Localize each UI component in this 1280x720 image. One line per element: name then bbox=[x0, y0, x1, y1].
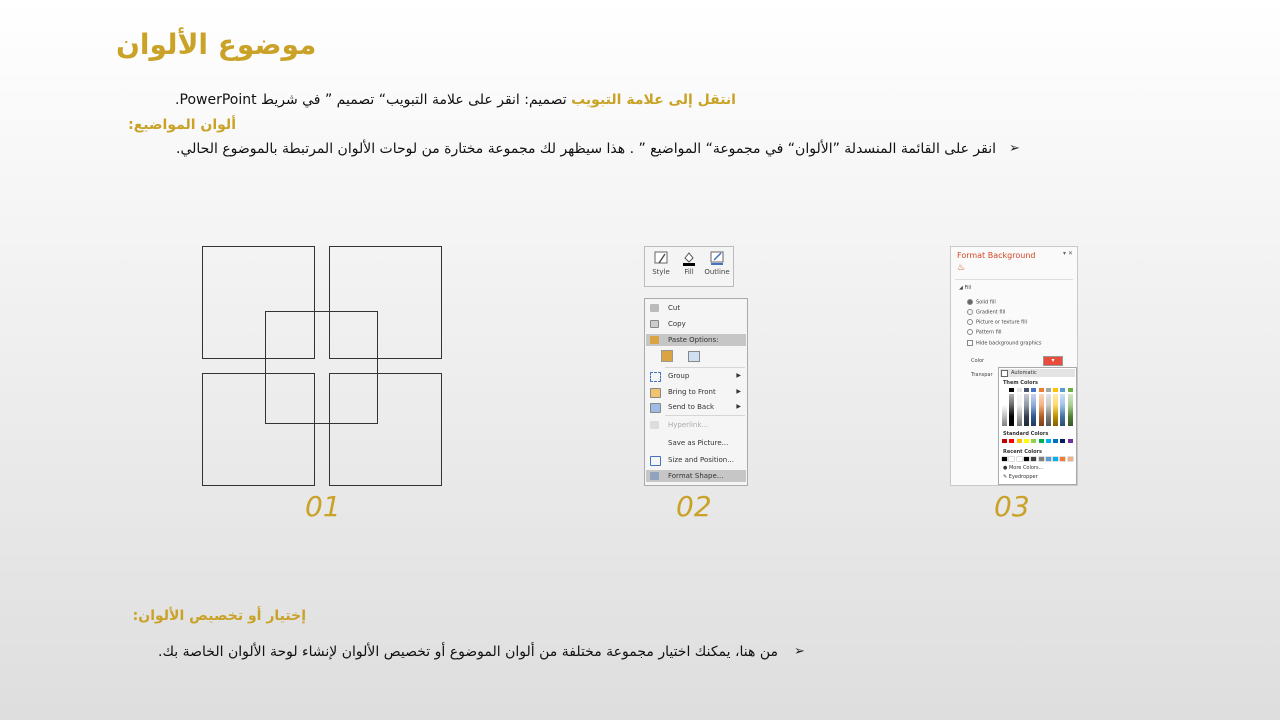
theme-shade-column[interactable] bbox=[1017, 394, 1022, 426]
recent-colors-label: Recent Colors bbox=[1003, 449, 1042, 455]
figure-label-01: 01 bbox=[305, 490, 341, 523]
theme-swatch[interactable] bbox=[1031, 388, 1036, 392]
link-icon bbox=[650, 421, 659, 429]
menu-label: Format Shape... bbox=[668, 472, 724, 480]
arrow-bullet-icon: ➢ bbox=[1009, 141, 1020, 156]
fill-bucket-icon[interactable]: ♨ bbox=[957, 263, 966, 273]
menu-label: Paste Options: bbox=[668, 336, 719, 344]
menu-item-send-to-back[interactable] bbox=[646, 401, 746, 413]
section2-bullet-text: من هنا، يمكنك اختيار مجموعة مختلفة من ألوان الموضوع أو تخصيص الألوان لإنشاء لوحة الألوان الخاصة بك. bbox=[158, 644, 778, 660]
theme-shade-column[interactable] bbox=[1053, 394, 1058, 426]
radio-label: Picture or texture fill bbox=[976, 319, 1028, 326]
menu-item-size-and-position[interactable] bbox=[646, 454, 746, 466]
bring-front-icon bbox=[650, 388, 661, 398]
theme-swatch[interactable] bbox=[1009, 388, 1014, 392]
transparency-label: Transpar bbox=[971, 372, 993, 378]
radio-label: Pattern fill bbox=[976, 329, 1002, 336]
section1-bullet-text: انقر على القائمة المنسدلة ”الألوان“ في مجموعة“ المواضيع ” . هذا سيظهر لك مجموعة مختارة من لوحات الألوان المرتبطة بالموضوع الحالي. bbox=[176, 141, 996, 157]
group-icon bbox=[650, 372, 661, 382]
standard-swatch[interactable] bbox=[1017, 439, 1022, 443]
recent-swatch[interactable] bbox=[1017, 457, 1022, 461]
paste-picture-icon[interactable] bbox=[688, 351, 700, 362]
standard-swatch[interactable] bbox=[1002, 439, 1007, 443]
outline-pen-icon bbox=[709, 250, 725, 266]
recent-swatch[interactable] bbox=[1002, 457, 1007, 461]
square-center bbox=[265, 311, 378, 424]
theme-shade-column[interactable] bbox=[1024, 394, 1029, 426]
menu-item-save-as-picture[interactable] bbox=[646, 437, 746, 449]
fill-label: Fill bbox=[684, 268, 694, 276]
standard-swatch[interactable] bbox=[1009, 439, 1014, 443]
menu-label: Hyperlink... bbox=[668, 421, 709, 429]
theme-shade-column[interactable] bbox=[1009, 394, 1014, 426]
picture-fill-radio[interactable] bbox=[967, 319, 1027, 326]
style-button[interactable] bbox=[647, 249, 675, 276]
theme-swatch[interactable] bbox=[1017, 388, 1022, 392]
menu-label: Group bbox=[668, 372, 690, 380]
menu-item-group[interactable] bbox=[646, 370, 746, 382]
menu-label: Cut bbox=[668, 304, 681, 312]
figure-label-02: 02 bbox=[676, 490, 712, 523]
clipboard-icon bbox=[650, 336, 659, 344]
theme-shade-column[interactable] bbox=[1039, 394, 1044, 426]
automatic-label: Automatic bbox=[1011, 370, 1037, 376]
fill-bucket-icon bbox=[681, 250, 697, 266]
close-icon[interactable]: ▾ ✕ bbox=[1063, 250, 1073, 257]
slide-title: موضوع الألوان bbox=[116, 28, 317, 61]
standard-swatch[interactable] bbox=[1031, 439, 1036, 443]
standard-swatch[interactable] bbox=[1046, 439, 1051, 443]
theme-swatch[interactable] bbox=[1002, 388, 1007, 392]
outline-button[interactable] bbox=[703, 249, 731, 276]
gradient-fill-radio[interactable] bbox=[967, 309, 1005, 316]
recent-swatch[interactable] bbox=[1046, 457, 1051, 461]
figure-label-03: 03 bbox=[994, 490, 1030, 523]
scissors-icon bbox=[650, 304, 659, 312]
fill-section-label: Fill bbox=[964, 285, 972, 291]
theme-shade-column[interactable] bbox=[1046, 394, 1051, 426]
section2-heading: إختيار أو تخصيص الألوان: bbox=[132, 608, 306, 624]
size-position-icon bbox=[650, 456, 661, 466]
standard-swatch[interactable] bbox=[1060, 439, 1065, 443]
recent-swatch[interactable] bbox=[1031, 457, 1036, 461]
theme-swatch[interactable] bbox=[1068, 388, 1073, 392]
menu-item-cut[interactable] bbox=[646, 302, 746, 314]
automatic-swatch bbox=[1001, 370, 1008, 377]
color-label: Color bbox=[971, 358, 985, 364]
theme-shade-column[interactable] bbox=[1002, 394, 1007, 426]
more-colors-label: More Colors... bbox=[1008, 465, 1044, 471]
menu-item-paste-options bbox=[646, 334, 746, 346]
eyedropper-option[interactable]: ✎ Eyedropper bbox=[1003, 474, 1038, 480]
menu-label: Copy bbox=[668, 320, 686, 328]
standard-swatch[interactable] bbox=[1024, 439, 1029, 443]
menu-item-format-shape[interactable] bbox=[646, 470, 746, 482]
standard-swatch[interactable] bbox=[1039, 439, 1044, 443]
menu-item-copy[interactable] bbox=[646, 318, 746, 330]
menu-label: Size and Position... bbox=[668, 456, 734, 464]
menu-item-hyperlink bbox=[646, 419, 746, 431]
more-colors-option[interactable]: ● More Colors... bbox=[1003, 465, 1044, 471]
menu-item-bring-to-front[interactable] bbox=[646, 386, 746, 398]
theme-swatch[interactable] bbox=[1060, 388, 1065, 392]
hide-graphics-checkbox[interactable] bbox=[967, 340, 1042, 347]
theme-colors-label: Them Colors bbox=[1003, 380, 1039, 386]
pane-title: Format Background bbox=[957, 251, 1036, 260]
theme-shade-column[interactable] bbox=[1031, 394, 1036, 426]
theme-shade-column[interactable] bbox=[1060, 394, 1065, 426]
radio-label: Gradient fill bbox=[976, 309, 1006, 316]
fill-section-header[interactable]: ◢ Fill bbox=[959, 285, 972, 291]
shape-format-ribbon bbox=[644, 246, 734, 287]
style-label: Style bbox=[652, 268, 670, 276]
checkbox-label: Hide background graphics bbox=[976, 340, 1042, 347]
recent-swatch[interactable] bbox=[1068, 457, 1073, 461]
standard-swatch[interactable] bbox=[1068, 439, 1073, 443]
context-menu bbox=[644, 298, 748, 486]
format-background-pane bbox=[950, 246, 1078, 486]
copy-icon bbox=[650, 320, 659, 328]
outline-label: Outline bbox=[704, 268, 730, 276]
submenu-arrow-icon: ▶ bbox=[736, 403, 741, 410]
standard-swatch[interactable] bbox=[1053, 439, 1058, 443]
theme-swatch[interactable] bbox=[1039, 388, 1044, 392]
intro-highlight: انتقل إلى علامة التبويب bbox=[571, 92, 736, 108]
recent-swatch[interactable] bbox=[1039, 457, 1044, 461]
arrow-bullet-icon: ➢ bbox=[794, 644, 805, 659]
paste-keep-formatting-icon[interactable] bbox=[661, 350, 673, 362]
recent-swatch[interactable] bbox=[1060, 457, 1065, 461]
radio-label: Solid fill bbox=[976, 299, 996, 306]
theme-swatch[interactable] bbox=[1024, 388, 1029, 392]
recent-swatch[interactable] bbox=[1024, 457, 1029, 461]
menu-label: Send to Back bbox=[668, 403, 715, 411]
style-icon bbox=[653, 250, 669, 266]
recent-swatch[interactable] bbox=[1053, 457, 1058, 461]
color-dropdown bbox=[998, 367, 1077, 485]
recent-swatch[interactable] bbox=[1009, 457, 1014, 461]
fill-button[interactable] bbox=[675, 249, 703, 276]
solid-fill-radio[interactable] bbox=[967, 299, 996, 306]
intro-text: تصميم: انقر على علامة التبويب“ تصميم ” في شريط PowerPoint. bbox=[175, 92, 572, 108]
menu-label: Save as Picture... bbox=[668, 439, 729, 447]
intro-line bbox=[116, 92, 736, 108]
pattern-fill-radio[interactable] bbox=[967, 329, 1002, 336]
submenu-arrow-icon: ▶ bbox=[736, 388, 741, 395]
eyedropper-label: Eyedropper bbox=[1008, 474, 1038, 480]
send-back-icon bbox=[650, 403, 661, 413]
section1-heading: ألوان المواضيع: bbox=[128, 117, 236, 133]
theme-shade-column[interactable] bbox=[1068, 394, 1073, 426]
submenu-arrow-icon: ▶ bbox=[736, 372, 741, 379]
color-picker-button[interactable]: ▾ bbox=[1043, 356, 1063, 366]
menu-label: Bring to Front bbox=[668, 388, 716, 396]
standard-colors-label: Standard Colors bbox=[1003, 431, 1049, 437]
theme-swatch[interactable] bbox=[1046, 388, 1051, 392]
theme-swatch[interactable] bbox=[1053, 388, 1058, 392]
format-shape-icon bbox=[650, 472, 659, 480]
